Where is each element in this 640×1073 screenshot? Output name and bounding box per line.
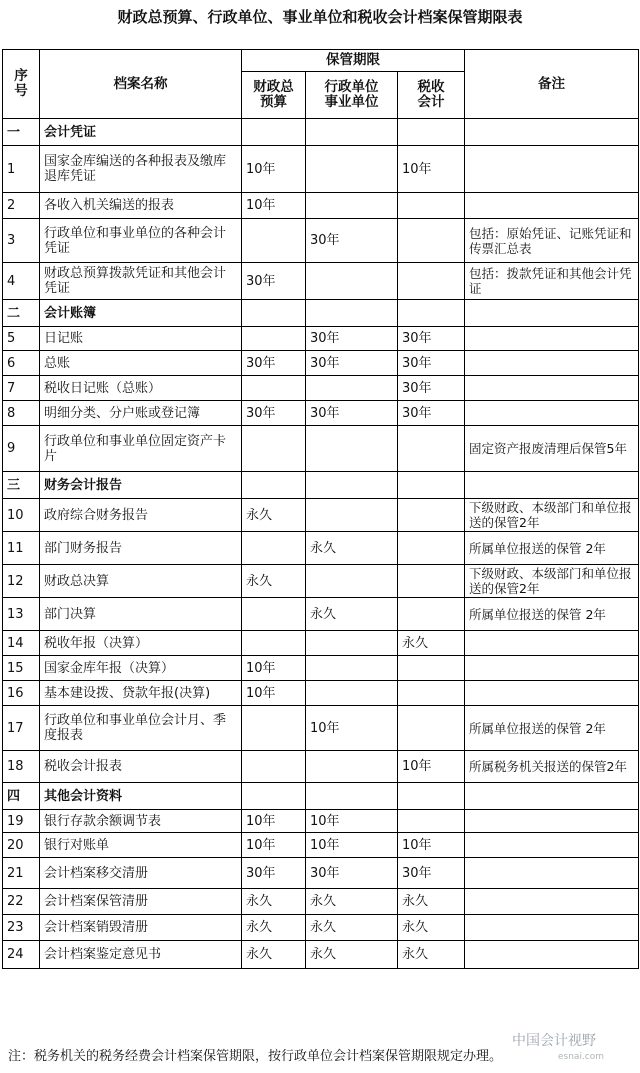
- remark-cell: [465, 941, 639, 969]
- admin-period: 永久: [306, 915, 398, 941]
- archive-name: 财政总决算: [40, 565, 242, 598]
- fiscal-period: 30年: [242, 858, 306, 889]
- page-title: 财政总预算、行政单位、事业单位和税收会计档案保管期限表: [117, 8, 523, 26]
- tax-period: [398, 263, 465, 300]
- empty-cell: [242, 300, 306, 327]
- header-period-group: 保管期限: [242, 50, 465, 72]
- tax-period: 永久: [398, 631, 465, 656]
- archive-name: 国家金库年报（决算）: [40, 656, 242, 681]
- watermark-url: esnai.com: [558, 1052, 605, 1062]
- admin-period: [306, 193, 398, 219]
- admin-period: 10年: [306, 833, 398, 858]
- section-title: 会计凭证: [40, 119, 242, 146]
- tax-period: 永久: [398, 941, 465, 969]
- fiscal-period: 30年: [242, 351, 306, 376]
- remark-cell: [465, 193, 639, 219]
- table-row: [3, 681, 639, 706]
- table-row: [3, 889, 639, 915]
- admin-period: [306, 656, 398, 681]
- tax-period: [398, 219, 465, 263]
- fiscal-period: 永久: [242, 915, 306, 941]
- fiscal-period: 10年: [242, 833, 306, 858]
- table-row: [3, 426, 639, 472]
- empty-cell: [465, 300, 639, 327]
- admin-period: 30年: [306, 351, 398, 376]
- tax-period: [398, 193, 465, 219]
- header-seq: 序号: [3, 50, 40, 119]
- admin-period: 30年: [306, 219, 398, 263]
- tax-period: [398, 598, 465, 631]
- remark-cell: [465, 376, 639, 401]
- admin-period: 永久: [306, 598, 398, 631]
- tax-period: 永久: [398, 889, 465, 915]
- admin-period: [306, 499, 398, 532]
- tax-period: 30年: [398, 401, 465, 426]
- fiscal-period: 永久: [242, 889, 306, 915]
- archive-name: 日记账: [40, 327, 242, 351]
- row-number: 8: [3, 401, 40, 426]
- row-number: 14: [3, 631, 40, 656]
- fiscal-period: 30年: [242, 401, 306, 426]
- row-number: 7: [3, 376, 40, 401]
- empty-cell: [242, 119, 306, 146]
- archive-name: 行政单位和事业单位的各种会计凭证: [40, 219, 242, 263]
- remark-cell: [465, 858, 639, 889]
- archive-name: 政府综合财务报告: [40, 499, 242, 532]
- empty-cell: [398, 119, 465, 146]
- archive-name: 会计档案鉴定意见书: [40, 941, 242, 969]
- section-number: 四: [3, 783, 40, 810]
- watermark: 中国会计视野: [512, 1033, 596, 1049]
- admin-period: [306, 146, 398, 193]
- fiscal-period: 10年: [242, 656, 306, 681]
- fiscal-period: [242, 751, 306, 783]
- table-row: [3, 858, 639, 889]
- remark-cell: [465, 915, 639, 941]
- fiscal-period: [242, 706, 306, 751]
- row-number: 6: [3, 351, 40, 376]
- table-row: [3, 219, 639, 263]
- remark-cell: [465, 146, 639, 193]
- remark-cell: 固定资产报废清理后保管5年: [465, 426, 639, 472]
- remark-cell: 所属单位报送的保管 2年: [465, 706, 639, 751]
- table-row: [3, 810, 639, 833]
- section-title: 其他会计资料: [40, 783, 242, 810]
- admin-period: [306, 631, 398, 656]
- empty-cell: [306, 783, 398, 810]
- archive-name: 税收年报（决算）: [40, 631, 242, 656]
- admin-period: 永久: [306, 889, 398, 915]
- table-row: [3, 499, 639, 532]
- row-number: 1: [3, 146, 40, 193]
- archive-name: 基本建设拨、贷款年报(决算): [40, 681, 242, 706]
- admin-period: [306, 565, 398, 598]
- row-number: 16: [3, 681, 40, 706]
- remark-cell: [465, 631, 639, 656]
- remark-cell: [465, 810, 639, 833]
- empty-cell: [398, 300, 465, 327]
- archive-name: 会计档案保管清册: [40, 889, 242, 915]
- table-row: [3, 751, 639, 783]
- archive-name: 财政总预算拨款凭证和其他会计凭证: [40, 263, 242, 300]
- table-row: [3, 631, 639, 656]
- fiscal-period: [242, 327, 306, 351]
- archive-name: 银行存款余额调节表: [40, 810, 242, 833]
- header-name: 档案名称: [40, 50, 242, 119]
- section-row: [3, 119, 639, 146]
- section-title: 会计账簿: [40, 300, 242, 327]
- fiscal-period: 永久: [242, 499, 306, 532]
- row-number: 12: [3, 565, 40, 598]
- fiscal-period: 永久: [242, 941, 306, 969]
- remark-cell: 所属单位报送的保管 2年: [465, 532, 639, 565]
- header-remark: 备注: [465, 50, 639, 119]
- fiscal-period: 10年: [242, 146, 306, 193]
- remark-cell: [465, 401, 639, 426]
- tax-period: [398, 426, 465, 472]
- empty-cell: [306, 472, 398, 499]
- fiscal-period: [242, 532, 306, 565]
- fiscal-period: 10年: [242, 810, 306, 833]
- row-number: 10: [3, 499, 40, 532]
- section-row: [3, 472, 639, 499]
- archive-name: 银行对账单: [40, 833, 242, 858]
- section-number: 三: [3, 472, 40, 499]
- table-row: [3, 193, 639, 219]
- row-number: 4: [3, 263, 40, 300]
- footnote: 注：税务机关的税务经费会计档案保管期限，按行政单位会计档案保管期限规定办理。: [8, 1049, 503, 1064]
- remark-cell: 包括：原始凭证、记账凭证和传票汇总表: [465, 219, 639, 263]
- archive-name: 明细分类、分户账或登记簿: [40, 401, 242, 426]
- tax-period: 永久: [398, 915, 465, 941]
- table-row: [3, 565, 639, 598]
- section-title: 财务会计报告: [40, 472, 242, 499]
- admin-period: [306, 751, 398, 783]
- row-number: 17: [3, 706, 40, 751]
- archive-name: 各收入机关编送的报表: [40, 193, 242, 219]
- empty-cell: [465, 472, 639, 499]
- remark-cell: [465, 889, 639, 915]
- tax-period: 10年: [398, 146, 465, 193]
- row-number: 20: [3, 833, 40, 858]
- tax-period: [398, 681, 465, 706]
- retention-table: [2, 49, 639, 969]
- table-row: [3, 598, 639, 631]
- archive-name: 行政单位和事业单位固定资产卡片: [40, 426, 242, 472]
- header-admin: 行政单位事业单位: [306, 72, 398, 119]
- admin-period: [306, 376, 398, 401]
- admin-period: 10年: [306, 706, 398, 751]
- row-number: 24: [3, 941, 40, 969]
- empty-cell: [242, 783, 306, 810]
- fiscal-period: 永久: [242, 565, 306, 598]
- section-number: 一: [3, 119, 40, 146]
- table-row: [3, 401, 639, 426]
- remark-cell: 下级财政、本级部门和单位报送的保管2年: [465, 499, 639, 532]
- table-row: [3, 915, 639, 941]
- row-number: 21: [3, 858, 40, 889]
- row-number: 9: [3, 426, 40, 472]
- admin-period: 30年: [306, 858, 398, 889]
- archive-name: 国家金库编送的各种报表及缴库退库凭证: [40, 146, 242, 193]
- table-body: [3, 119, 639, 969]
- table-row: [3, 376, 639, 401]
- table-row: [3, 532, 639, 565]
- tax-period: [398, 656, 465, 681]
- tax-period: 10年: [398, 751, 465, 783]
- admin-period: 10年: [306, 810, 398, 833]
- empty-cell: [306, 300, 398, 327]
- section-number: 二: [3, 300, 40, 327]
- row-number: 23: [3, 915, 40, 941]
- header-fiscal: 财政总预算: [242, 72, 306, 119]
- remark-cell: [465, 656, 639, 681]
- archive-name: 部门决算: [40, 598, 242, 631]
- tax-period: [398, 565, 465, 598]
- fiscal-period: 10年: [242, 681, 306, 706]
- row-number: 15: [3, 656, 40, 681]
- remark-cell: [465, 833, 639, 858]
- tax-period: [398, 810, 465, 833]
- empty-cell: [465, 783, 639, 810]
- row-number: 3: [3, 219, 40, 263]
- archive-name: 总账: [40, 351, 242, 376]
- tax-period: [398, 706, 465, 751]
- tax-period: 30年: [398, 351, 465, 376]
- table-row: [3, 327, 639, 351]
- table-row: [3, 656, 639, 681]
- row-number: 19: [3, 810, 40, 833]
- archive-name: 会计档案移交清册: [40, 858, 242, 889]
- section-row: [3, 783, 639, 810]
- admin-period: 30年: [306, 401, 398, 426]
- archive-name: 行政单位和事业单位会计月、季度报表: [40, 706, 242, 751]
- fiscal-period: 10年: [242, 193, 306, 219]
- remark-cell: [465, 327, 639, 351]
- row-number: 11: [3, 532, 40, 565]
- tax-period: 30年: [398, 327, 465, 351]
- admin-period: 永久: [306, 941, 398, 969]
- tax-period: [398, 532, 465, 565]
- fiscal-period: [242, 219, 306, 263]
- row-number: 5: [3, 327, 40, 351]
- empty-cell: [242, 472, 306, 499]
- fiscal-period: [242, 598, 306, 631]
- archive-name: 会计档案销毁清册: [40, 915, 242, 941]
- table-row: [3, 706, 639, 751]
- fiscal-period: [242, 376, 306, 401]
- section-row: [3, 300, 639, 327]
- admin-period: [306, 263, 398, 300]
- admin-period: [306, 681, 398, 706]
- empty-cell: [398, 472, 465, 499]
- row-number: 2: [3, 193, 40, 219]
- remark-cell: 下级财政、本级部门和单位报送的保管2年: [465, 565, 639, 598]
- table-row: [3, 833, 639, 858]
- admin-period: 永久: [306, 532, 398, 565]
- archive-name: 税收日记账（总账）: [40, 376, 242, 401]
- remark-cell: [465, 351, 639, 376]
- row-number: 18: [3, 751, 40, 783]
- archive-name: 部门财务报告: [40, 532, 242, 565]
- table-row: [3, 263, 639, 300]
- tax-period: 30年: [398, 858, 465, 889]
- tax-period: 30年: [398, 376, 465, 401]
- row-number: 22: [3, 889, 40, 915]
- fiscal-period: [242, 631, 306, 656]
- row-number: 13: [3, 598, 40, 631]
- archive-name: 税收会计报表: [40, 751, 242, 783]
- fiscal-period: 30年: [242, 263, 306, 300]
- table-row: [3, 146, 639, 193]
- table-row: [3, 351, 639, 376]
- empty-cell: [306, 119, 398, 146]
- remark-cell: 所属税务机关报送的保管2年: [465, 751, 639, 783]
- admin-period: [306, 426, 398, 472]
- remark-cell: 包括：拨款凭证和其他会计凭证: [465, 263, 639, 300]
- admin-period: 30年: [306, 327, 398, 351]
- table-header: [3, 50, 639, 119]
- empty-cell: [465, 119, 639, 146]
- empty-cell: [398, 783, 465, 810]
- remark-cell: 所属单位报送的保管 2年: [465, 598, 639, 631]
- tax-period: 10年: [398, 833, 465, 858]
- remark-cell: [465, 681, 639, 706]
- header-tax: 税收会计: [398, 72, 465, 119]
- tax-period: [398, 499, 465, 532]
- fiscal-period: [242, 426, 306, 472]
- table-row: [3, 941, 639, 969]
